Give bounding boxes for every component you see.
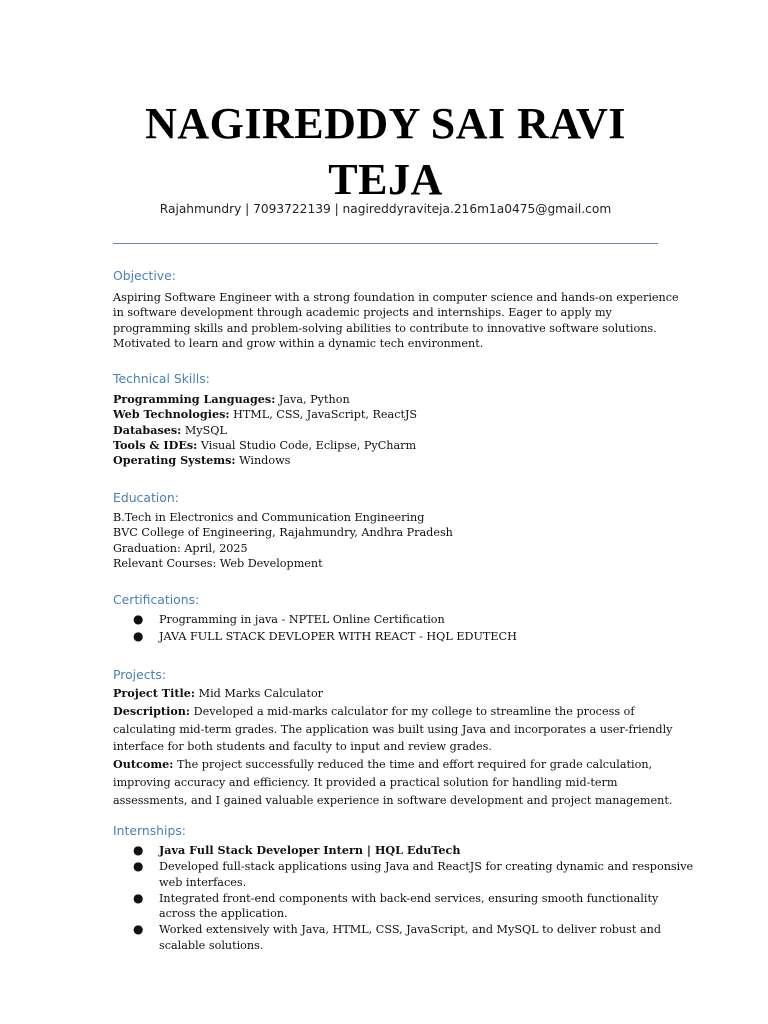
bullet-icon: ● <box>133 859 144 874</box>
project-outcome-text: The project successfully reduced the time and effort required for grade calculation, <box>173 758 653 772</box>
internship-point-line: web interfaces. <box>159 875 247 889</box>
skill-label: Databases: <box>113 422 182 437</box>
certification-text: JAVA FULL STACK DEVLOPER WITH REACT - HQL EDUTECH <box>159 629 517 643</box>
skill-row <box>113 392 658 407</box>
internship-point-line: across the application. <box>159 907 288 921</box>
skills-list <box>113 392 658 468</box>
project-title-value: Mid Marks Calculator <box>195 687 324 700</box>
list-item <box>113 843 658 858</box>
skill-value: HTML, CSS, JavaScript, ReactJS <box>229 408 418 422</box>
projects-heading: Projects: <box>113 667 167 682</box>
internships-heading: Internships: <box>113 823 186 838</box>
list-item <box>113 629 658 644</box>
list-item <box>113 859 694 890</box>
header-divider <box>113 243 658 244</box>
objective-line: in software development through academic projects and internships. Eager to apply my <box>113 306 612 320</box>
skill-row <box>113 423 658 438</box>
project-description-text: Developed a mid-marks calculator for my college to streamline the process of <box>190 704 635 718</box>
project-title-row <box>113 685 658 703</box>
candidate-name: NAGIREDDY SAI RAVI TEJA <box>145 99 626 204</box>
project-description-line: interface for both students and faculty to input and review grades. <box>113 740 492 754</box>
skill-value: Java, Python <box>275 393 350 406</box>
education-heading: Education: <box>113 490 179 505</box>
objective-line: Motivated to learn and grow within a dynamic tech environment. <box>113 336 484 350</box>
skills-heading: Technical Skills: <box>113 371 210 386</box>
project-title-label: Project Title: <box>113 686 196 700</box>
list-item <box>113 891 658 922</box>
list-item <box>113 922 662 953</box>
skill-row <box>113 438 658 453</box>
skill-row <box>113 407 658 422</box>
list-item <box>113 612 658 627</box>
bullet-icon: ● <box>133 612 144 626</box>
project-outcome-line: assessments, and I gained valuable experience in software development and project management. <box>113 793 673 807</box>
project-description-label: Description: <box>113 703 191 718</box>
skill-label: Operating Systems: <box>113 453 236 468</box>
objective-text <box>113 290 679 351</box>
skill-label: Web Technologies: <box>113 407 230 422</box>
internship-point-line: Worked extensively with Java, HTML, CSS, JavaScript, and MySQL to deliver robust and <box>159 923 662 937</box>
skill-label: Programming Languages: <box>113 392 276 406</box>
objective-heading: Objective: <box>113 268 176 283</box>
bullet-icon: ● <box>133 890 144 905</box>
education-line: B.Tech in Electronics and Communication Engineering <box>113 511 425 524</box>
education-line: Graduation: April, 2025 <box>113 541 248 555</box>
bullet-icon: ● <box>133 922 144 937</box>
objective-line: programming skills and problem-solving abilities to contribute to innovative software solutions. <box>113 321 657 335</box>
project-description-line: calculating mid-term grades. The application was built using Java and incorporates a user-friendly <box>113 722 673 736</box>
internships-list <box>113 843 694 953</box>
certification-text: Programming in java - NPTEL Online Certification <box>159 613 445 626</box>
internship-point-line: scalable solutions. <box>159 938 264 952</box>
education-text <box>113 510 658 571</box>
internship-title: Java Full Stack Developer Intern | HQL EduTech <box>159 843 461 857</box>
skill-row <box>113 453 658 468</box>
project-outcome-label: Outcome: <box>113 757 174 772</box>
bullet-icon: ● <box>133 628 144 643</box>
education-line: Relevant Courses: Web Development <box>113 556 323 570</box>
education-line: BVC College of Engineering, Rajahmundry, Andhra Pradesh <box>113 526 453 540</box>
certifications-list <box>113 612 658 644</box>
contact-line: Rajahmundry | 7093722139 | nagireddyraviteja.216m1a0475@gmail.com <box>159 202 612 216</box>
internship-point-line: Developed full-stack applications using Java and ReactJS for creating dynamic and responsive <box>159 860 694 874</box>
skill-value: Windows <box>235 454 291 468</box>
skill-value: MySQL <box>181 423 227 437</box>
project-outcome-row <box>113 756 658 774</box>
skill-label: Tools & IDEs: <box>113 437 198 452</box>
project-outcome-line: improving accuracy and efficiency. It provided a practical solution for handling mid-term <box>113 775 618 789</box>
project-details <box>113 685 673 810</box>
objective-line: Aspiring Software Engineer with a strong foundation in computer science and hands-on experience <box>113 291 679 304</box>
internship-point-line: Integrated front-end components with back-end services, ensuring smooth functionality <box>159 891 659 905</box>
certifications-heading: Certifications: <box>113 592 200 607</box>
skill-value: Visual Studio Code, Eclipse, PyCharm <box>197 438 417 452</box>
bullet-icon: ● <box>133 843 144 857</box>
project-description-row <box>113 703 658 721</box>
